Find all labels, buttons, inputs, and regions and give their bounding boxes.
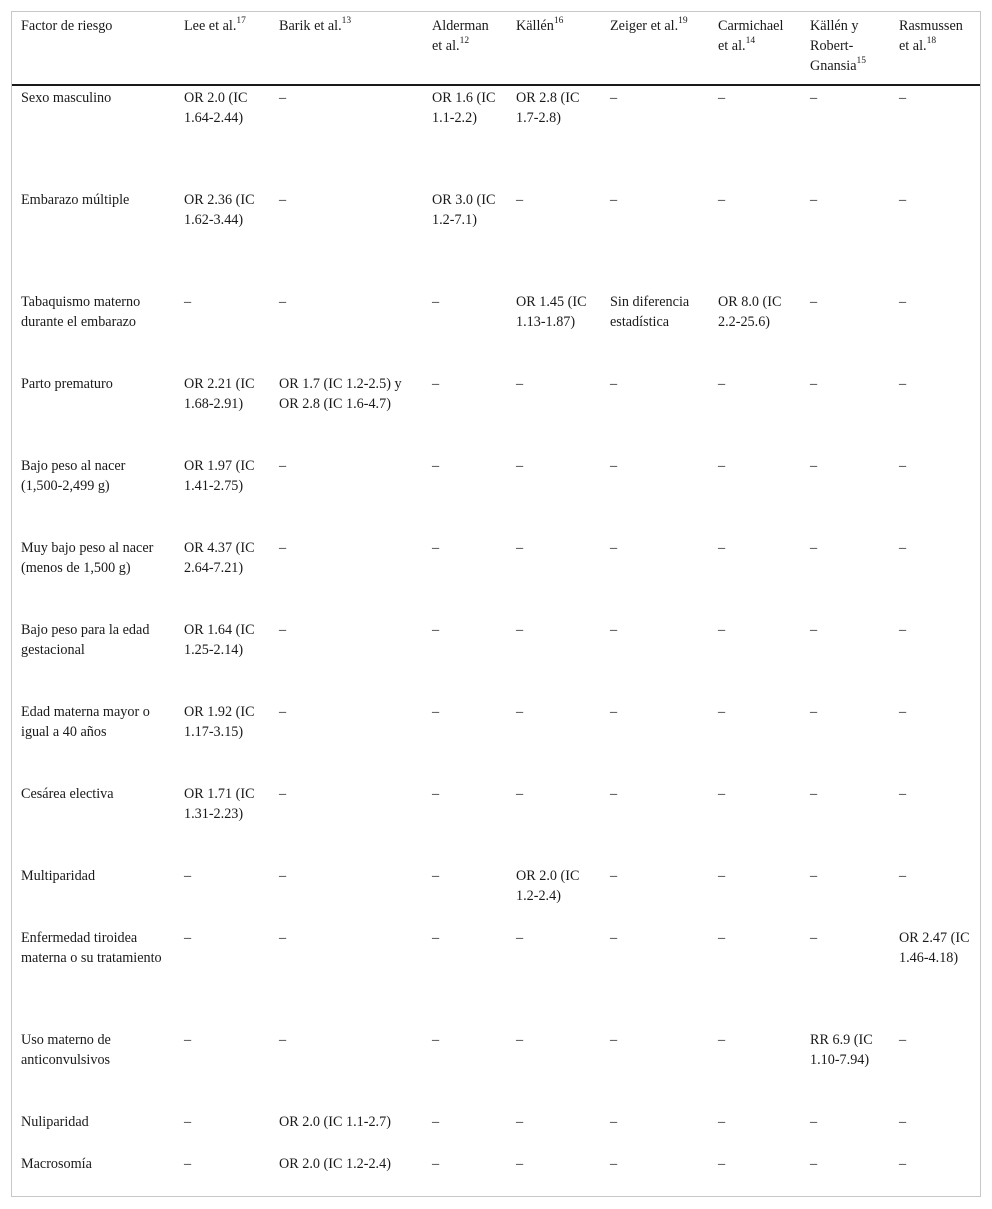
table-cell: –	[610, 786, 618, 802]
table-cell: –	[718, 90, 726, 106]
header-kallen: Källén$^{16}$	[516, 16, 564, 34]
table-cell: –	[184, 1114, 192, 1130]
row-factor: Bajo peso al nacer (1,500-2,499 g)	[21, 458, 126, 494]
table-cell: OR 2.8 (IC 1.7-2.8)	[516, 90, 580, 126]
table-cell: –	[899, 786, 907, 802]
table-cell: –	[810, 1114, 818, 1130]
table-cell: OR 1.45 (IC 1.13-1.87)	[516, 294, 587, 330]
table-cell: OR 1.92 (IC 1.17-3.15)	[184, 704, 255, 740]
header-barik: Barik et al.$^{13}$	[279, 16, 352, 34]
table-cell: –	[516, 1032, 524, 1048]
table-cell: –	[610, 1156, 618, 1172]
table-cell: –	[718, 376, 726, 392]
table-cell: –	[899, 1156, 907, 1172]
table-cell: –	[610, 1032, 618, 1048]
table-cell: –	[516, 786, 524, 802]
table-cell: –	[610, 930, 618, 946]
table-cell: OR 2.47 (IC 1.46-4.18)	[899, 930, 970, 966]
table-cell: –	[610, 1114, 618, 1130]
table-cell: –	[899, 540, 907, 556]
table-cell: –	[279, 930, 287, 946]
table-cell: –	[279, 622, 287, 638]
row-factor: Bajo peso para la edad gestacional	[21, 622, 150, 658]
table-cell: –	[810, 786, 818, 802]
table-row	[12, 188, 980, 290]
table-cell: –	[718, 1114, 726, 1130]
table-row	[12, 864, 980, 926]
table-cell: –	[810, 622, 818, 638]
table-cell: –	[516, 540, 524, 556]
table-cell: –	[279, 294, 287, 310]
table-cell: –	[432, 540, 440, 556]
table-cell: –	[718, 622, 726, 638]
table-cell: –	[810, 930, 818, 946]
table-cell: –	[899, 192, 907, 208]
table-cell: –	[432, 1156, 440, 1172]
table-cell: –	[516, 458, 524, 474]
table-cell: –	[810, 90, 818, 106]
table-row	[12, 782, 980, 864]
table-cell: –	[610, 458, 618, 474]
table-cell: –	[279, 540, 287, 556]
table-cell: –	[184, 930, 192, 946]
table-cell: –	[279, 1032, 287, 1048]
table-cell: RR 6.9 (IC 1.10-7.94)	[810, 1032, 873, 1068]
table-row	[12, 618, 980, 700]
table-cell: –	[516, 376, 524, 392]
table-cell: –	[899, 868, 907, 884]
row-factor: Uso materno de anticonvulsivos	[21, 1032, 111, 1068]
table-cell: –	[810, 1156, 818, 1172]
table-cell: –	[432, 294, 440, 310]
table-cell: –	[899, 1114, 907, 1130]
row-factor: Multiparidad	[21, 868, 96, 884]
table-cell: OR 2.0 (IC 1.1-2.7)	[279, 1114, 391, 1130]
table-cell: –	[718, 930, 726, 946]
table-row	[12, 1152, 980, 1194]
header-alderman: Alderman et al.$^{12}$	[432, 18, 489, 54]
table-cell: –	[899, 458, 907, 474]
table-cell: –	[432, 786, 440, 802]
table-cell: –	[718, 868, 726, 884]
table-cell: –	[899, 704, 907, 720]
table-cell: OR 2.0 (IC 1.2-2.4)	[279, 1156, 391, 1172]
row-factor: Embarazo múltiple	[21, 192, 130, 208]
table-cell: OR 1.97 (IC 1.41-2.75)	[184, 458, 255, 494]
row-factor: Cesárea electiva	[21, 786, 114, 802]
table-row	[12, 926, 980, 1028]
table-cell: –	[516, 192, 524, 208]
table-row	[12, 290, 980, 372]
table-cell: OR 2.21 (IC 1.68-2.91)	[184, 376, 255, 412]
row-factor: Sexo masculino	[21, 90, 112, 106]
table-cell: –	[516, 930, 524, 946]
table-row	[12, 700, 980, 782]
table-cell: –	[810, 704, 818, 720]
table-cell: –	[516, 622, 524, 638]
table-row	[12, 372, 980, 454]
table-cell: –	[279, 868, 287, 884]
table-row	[12, 536, 980, 618]
table-cell: –	[432, 622, 440, 638]
row-factor: Tabaquismo materno durante el embarazo	[21, 294, 141, 330]
row-factor: Enfermedad tiroidea materna o su tratamiento	[21, 930, 162, 966]
table-cell: –	[899, 622, 907, 638]
table-cell: OR 2.36 (IC 1.62-3.44)	[184, 192, 255, 228]
table-cell: –	[718, 1032, 726, 1048]
table-cell: –	[279, 458, 287, 474]
table-cell: –	[184, 868, 192, 884]
row-factor: Macrosomía	[21, 1156, 92, 1172]
risk-factor-table	[12, 12, 980, 1194]
header-zeiger: Zeiger et al.$^{19}$	[610, 16, 688, 34]
table-cell: –	[432, 458, 440, 474]
table-cell: –	[718, 786, 726, 802]
table-cell: OR 2.0 (IC 1.2-2.4)	[516, 868, 580, 904]
table-cell: –	[432, 1032, 440, 1048]
table-cell: –	[610, 192, 618, 208]
table-cell: –	[279, 704, 287, 720]
table-cell: OR 1.71 (IC 1.31-2.23)	[184, 786, 255, 822]
table-cell: –	[718, 192, 726, 208]
row-factor: Parto prematuro	[21, 376, 113, 392]
table-cell: –	[718, 1156, 726, 1172]
table-cell: –	[899, 376, 907, 392]
header-carmichael: Carmichael et al.$^{14}$	[718, 18, 784, 54]
table-cell: –	[610, 90, 618, 106]
table-cell: –	[432, 704, 440, 720]
table-cell: –	[899, 90, 907, 106]
table-cell: –	[516, 1156, 524, 1172]
table-cell: –	[516, 704, 524, 720]
table-row	[12, 1028, 980, 1110]
table-cell: –	[610, 540, 618, 556]
table-cell: Sin diferencia estadística	[610, 294, 690, 330]
table-cell: –	[279, 90, 287, 106]
row-factor: Muy bajo peso al nacer (menos de 1,500 g)	[21, 540, 154, 576]
table-cell: –	[432, 930, 440, 946]
row-factor: Nuliparidad	[21, 1114, 89, 1130]
table-cell: –	[610, 704, 618, 720]
table-cell: –	[184, 1032, 192, 1048]
header-factor: Factor de riesgo	[21, 18, 113, 34]
header-kallen-robert-gnansia: Källén y Robert-Gnansia$^{15}$	[810, 18, 866, 74]
table-cell: –	[610, 376, 618, 392]
table-cell: –	[810, 294, 818, 310]
risk-factor-table-frame	[11, 11, 981, 1197]
table-cell: –	[432, 1114, 440, 1130]
table-cell: –	[899, 294, 907, 310]
row-factor: Edad materna mayor o igual a 40 años	[21, 704, 150, 740]
table-cell: –	[718, 540, 726, 556]
table-cell: OR 2.0 (IC 1.64-2.44)	[184, 90, 248, 126]
table-cell: OR 8.0 (IC 2.2-25.6)	[718, 294, 782, 330]
table-cell: –	[610, 868, 618, 884]
table-cell: –	[432, 868, 440, 884]
table-cell: OR 4.37 (IC 2.64-7.21)	[184, 540, 255, 576]
table-cell: –	[279, 786, 287, 802]
table-cell: –	[184, 294, 192, 310]
header-rasmussen: Rasmussen et al.$^{18}$	[899, 18, 963, 54]
table-cell: OR 1.6 (IC 1.1-2.2)	[432, 90, 496, 126]
table-cell: –	[810, 376, 818, 392]
table-cell: OR 1.64 (IC 1.25-2.14)	[184, 622, 255, 658]
table-cell: –	[899, 1032, 907, 1048]
table-row	[12, 1110, 980, 1152]
table-cell: –	[810, 540, 818, 556]
table-cell: OR 3.0 (IC 1.2-7.1)	[432, 192, 496, 228]
table-row	[12, 85, 980, 188]
table-cell: –	[610, 622, 618, 638]
header-lee: Lee et al.$^{17}$	[184, 16, 246, 34]
table-cell: –	[184, 1156, 192, 1172]
table-cell: –	[810, 868, 818, 884]
table-cell: –	[279, 192, 287, 208]
table-cell: –	[718, 458, 726, 474]
table-row	[12, 454, 980, 536]
table-cell: –	[810, 192, 818, 208]
table-cell: –	[810, 458, 818, 474]
table-cell: OR 1.7 (IC 1.2-2.5) y OR 2.8 (IC 1.6-4.7)	[279, 376, 402, 412]
table-cell: –	[718, 704, 726, 720]
table-cell: –	[432, 376, 440, 392]
table-cell: –	[516, 1114, 524, 1130]
table-header-row	[12, 12, 980, 85]
